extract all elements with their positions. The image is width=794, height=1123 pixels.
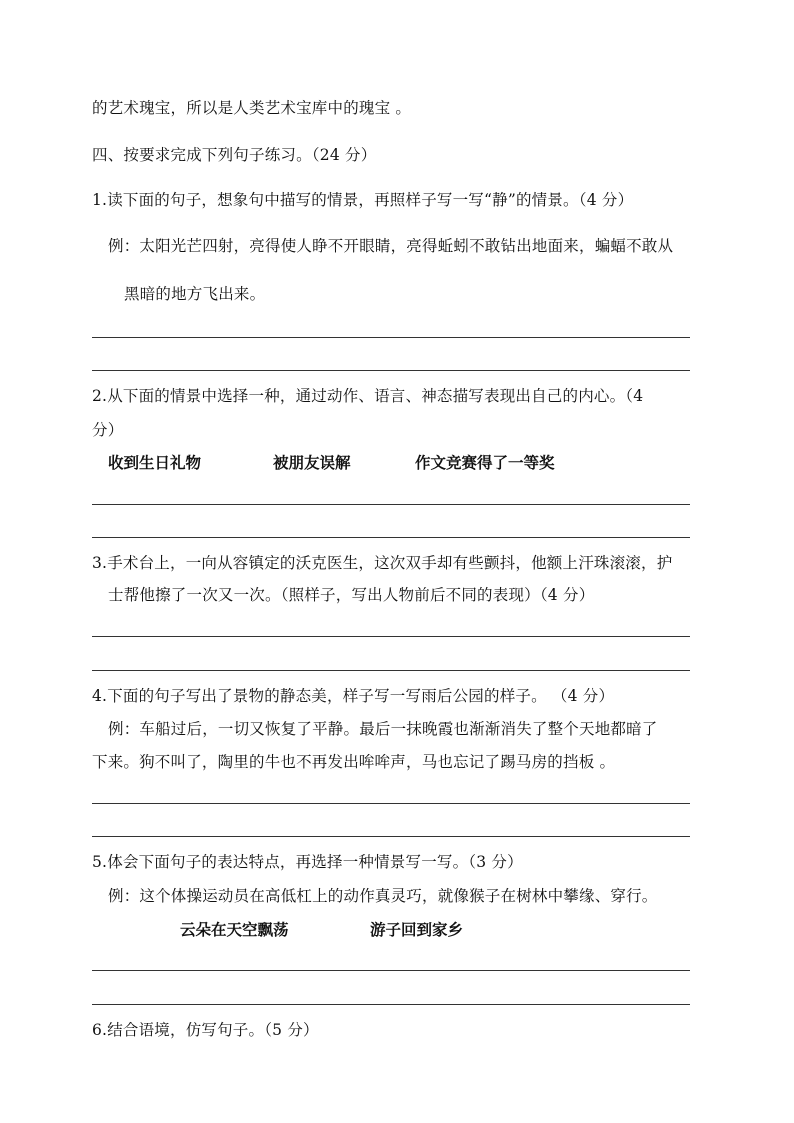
- q3-answer-line-1[interactable]: [92, 636, 690, 637]
- q1-example-line1: 例：太阳光芒四射，亮得使人睁不开眼睛，亮得蚯蚓不敢钻出地面来，蝙蝠不敢从: [108, 237, 674, 255]
- q2-option-2: 被朋友误解: [273, 453, 351, 472]
- q4-example-line2: 下来。狗不叫了，陶里的牛也不再发出哞哞声，马也忘记了踢马房的挡板 。: [92, 753, 616, 771]
- q5-answer-line-2[interactable]: [92, 1004, 690, 1005]
- q4-answer-line-2[interactable]: [92, 836, 690, 837]
- q2-answer-line-1[interactable]: [92, 504, 690, 505]
- q1-example-line2: 黑暗的地方飞出来。: [124, 285, 266, 303]
- q5-prompt: 5.体会下面句子的表达特点，再选择一种情景写一写。（3 分）: [92, 853, 523, 871]
- intro-line: 的艺术瑰宝，所以是人类艺术宝库中的瑰宝 。: [92, 99, 412, 117]
- q2-prompt-line1: 2.从下面的情景中选择一种，通过动作、语言、神态描写表现出自己的内心。（4: [92, 387, 644, 405]
- q5-option-1: 云朵在天空飘荡: [180, 920, 289, 939]
- q1-answer-line-2[interactable]: [92, 370, 690, 371]
- q6-prompt: 6.结合语境，仿写句子。（5 分）: [92, 1021, 319, 1039]
- q3-answer-line-2[interactable]: [92, 670, 690, 671]
- section-title: 四、按要求完成下列句子练习。（24 分）: [92, 146, 377, 164]
- q3-prompt-line1: 3.手术台上，一向从容镇定的沃克医生，这次双手却有些颤抖，他额上汗珠滚滚，护: [92, 554, 673, 572]
- q4-answer-line-1[interactable]: [92, 803, 690, 804]
- q5-example: 例：这个体操运动员在高低杠上的动作真灵巧，就像猴子在树林中攀缘、穿行。: [108, 887, 658, 905]
- q5-option-2: 游子回到家乡: [370, 920, 464, 939]
- q2-answer-line-2[interactable]: [92, 537, 690, 538]
- q2-prompt-line2: 分）: [92, 421, 124, 439]
- q1-prompt: 1.读下面的句子，想象句中描写的情景，再照样子写一写“静”的情景。（4 分）: [92, 191, 634, 209]
- q2-option-1: 收到生日礼物: [108, 453, 202, 472]
- q2-option-3: 作文竞赛得了一等奖: [415, 453, 555, 472]
- q4-prompt: 4.下面的句子写出了景物的静态美，样子写一写雨后公园的样子。 （4 分）: [92, 687, 615, 705]
- q5-answer-line-1[interactable]: [92, 970, 690, 971]
- q1-answer-line-1[interactable]: [92, 337, 690, 338]
- q3-prompt-line2: 士帮他擦了一次又一次。（照样子，写出人物前后不同的表现）（4 分）: [108, 586, 595, 604]
- q4-example-line1: 例：车船过后，一切又恢复了平静。最后一抹晚霞也渐渐消失了整个天地都暗了: [108, 720, 658, 738]
